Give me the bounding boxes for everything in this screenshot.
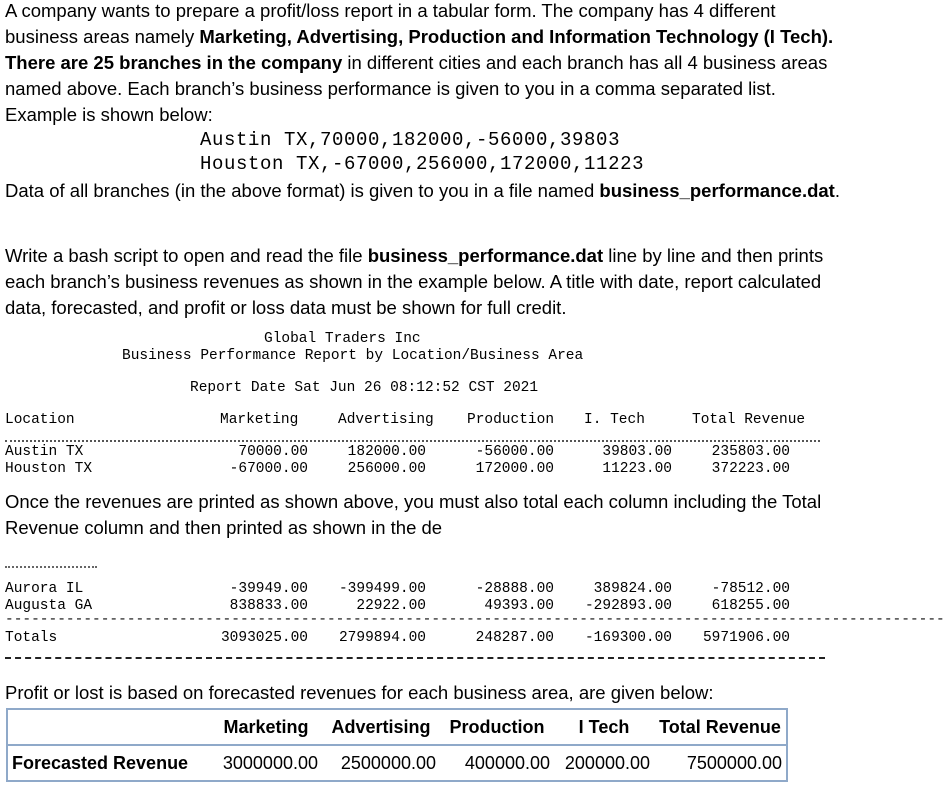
row-production: 172000.00 [475,461,554,477]
dashed-bottom-separator [5,657,825,659]
totals-itech: -169300.00 [584,630,672,646]
totals-total: 5971906.00 [702,630,790,646]
row-advertising: 182000.00 [347,444,426,460]
row-location: Austin TX [5,444,84,460]
header-total-revenue: Total Revenue [692,412,806,428]
task-text-1: Write a bash script to open and read the file [5,245,368,266]
forecast-header-itech: I Tech [554,709,654,745]
report-date: Report Date Sat Jun 26 08:12:52 CST 2021 [190,380,539,396]
code-line-2: Houston TX,-67000,256000,172000,11223 [200,153,645,175]
totals-paragraph: Once the revenues are printed as shown above, you must also total each column including the Total Revenue column and then printed as shown in the de [5,491,822,538]
totals-production: 248287.00 [475,630,554,646]
header-production: Production [467,412,555,428]
row-marketing: -67000.00 [229,461,308,477]
row-location: Augusta GA [5,598,93,614]
intro-paragraph [5,0,853,128]
forecast-header-row [7,709,787,745]
row-total: 235803.00 [711,444,790,460]
forecast-advertising: 2500000.00 [340,752,436,773]
intro-bold-text: Marketing, Advertising, Production and Information Technology (I Tech). There are 25 branches in the company [5,26,834,73]
dotted-separator [5,440,820,442]
row-production: -28888.00 [475,581,554,597]
totals-label: Totals [5,630,58,646]
totals-marketing: 3093025.00 [220,630,308,646]
forecast-intro: Profit or lost is based on forecasted revenues for each business area, are given below: [5,682,714,703]
intro-text-1: A company wants to prepare a profit/loss report in a tabular form. The company has 4 different business areas namely [5,0,776,47]
data-file-period: . [834,180,840,201]
task-text-2: line by line and then prints each branch’s business revenues as shown in the example below. A title with date, report calculated data, forecasted, and profit or loss data must be shown for full credit. [5,245,824,318]
row-production: 49393.00 [484,598,554,614]
forecast-production: 400000.00 [464,752,550,773]
totals-advertising: 2799894.00 [338,630,426,646]
data-file-name: business_performance.dat [599,180,835,201]
row-itech: 39803.00 [602,444,672,460]
row-production: -56000.00 [475,444,554,460]
row-total: 372223.00 [711,461,790,477]
task-paragraph [5,243,853,321]
report-company-name: Global Traders Inc [264,331,421,347]
row-advertising: 22922.00 [356,598,426,614]
code-line-1: Austin TX,70000,182000,-56000,39803 [200,129,621,151]
task-file-name: business_performance.dat [367,245,604,266]
row-location: Houston TX [5,461,93,477]
forecast-marketing: 3000000.00 [222,752,318,773]
forecast-header-marketing: Marketing [210,709,322,745]
intro-text-2: in different cities and each branch has all 4 business areas named above. Each branch’s business performance is given to you in a comma separated list. Example is shown below: [5,52,828,125]
row-itech: 11223.00 [602,461,672,477]
forecast-header-production: Production [440,709,554,745]
row-total: 618255.00 [711,598,790,614]
row-total: -78512.00 [711,581,790,597]
header-location: Location [5,412,75,428]
row-itech: -292893.00 [584,598,672,614]
row-advertising: 256000.00 [347,461,426,477]
row-itech: 389824.00 [593,581,672,597]
row-location: Aurora IL [5,581,84,597]
forecast-total: 7500000.00 [686,752,782,773]
row-marketing: 838833.00 [229,598,308,614]
forecast-values-row [7,745,787,781]
data-file-paragraph [5,178,853,204]
forecast-header-blank [7,709,210,745]
header-advertising: Advertising [338,412,434,428]
dashed-separator: ------------------------------------------------------------------------------------------------------------ [5,612,945,628]
forecast-table [6,708,788,782]
row-marketing: 70000.00 [238,444,308,460]
forecast-row-label: Forecasted Revenue [12,752,189,773]
header-marketing: Marketing [220,412,299,428]
data-file-text: Data of all branches (in the above format) is given to you in a file named [5,180,600,201]
report-title: Business Performance Report by Location/Business Area [122,348,584,364]
forecast-header-advertising: Advertising [322,709,440,745]
dotted-short-separator [5,566,97,568]
header-itech: I. Tech [584,412,645,428]
row-marketing: -39949.00 [229,581,308,597]
forecast-header-total: Total Revenue [654,709,787,745]
row-advertising: -399499.00 [338,581,426,597]
forecast-itech: 200000.00 [564,752,650,773]
